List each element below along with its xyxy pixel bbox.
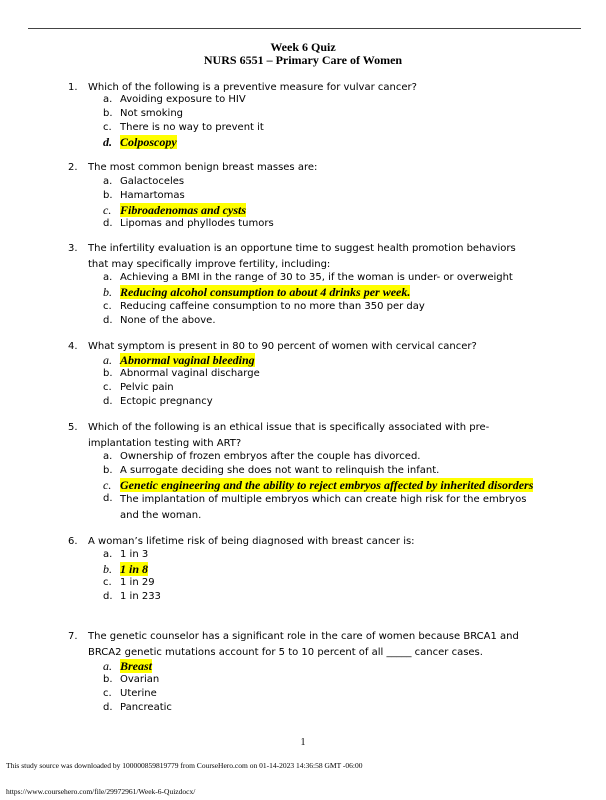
option-a bbox=[0, 548, 606, 562]
option-letter: a. bbox=[103, 272, 113, 283]
highlighted-answer: 1 in 8 bbox=[120, 562, 149, 576]
option-text: Ectopic pregnancy bbox=[120, 396, 213, 407]
option-letter: a. bbox=[103, 353, 112, 367]
option-letter: c. bbox=[103, 203, 112, 217]
option-c bbox=[0, 300, 606, 314]
option-text: Achieving a BMI in the range of 30 to 35, if the woman is under- or overweight bbox=[120, 272, 513, 283]
option-text: Galactoceles bbox=[120, 176, 185, 187]
option-letter: d. bbox=[103, 702, 113, 713]
option-text: Pancreatic bbox=[120, 702, 172, 713]
option-d-correct-answer bbox=[0, 135, 606, 149]
highlighted-answer: Colposcopy bbox=[120, 135, 177, 149]
option-d bbox=[0, 217, 606, 231]
option-a-correct-answer bbox=[0, 353, 606, 367]
option-letter: c. bbox=[103, 382, 112, 393]
option-c-correct-answer bbox=[0, 203, 606, 217]
highlighted-answer: Fibroadenomas and cysts bbox=[120, 203, 247, 217]
option-letter: d. bbox=[103, 493, 113, 504]
option-text: Uterine bbox=[120, 688, 157, 699]
option-letter: c. bbox=[103, 577, 112, 588]
option-a bbox=[0, 271, 606, 285]
option-letter: b. bbox=[103, 368, 113, 379]
option-text: Pelvic pain bbox=[120, 382, 174, 393]
option-text: A surrogate deciding she does not want to relinquish the infant. bbox=[120, 465, 440, 476]
question-text: A woman’s lifetime risk of being diagnosed with breast cancer is: bbox=[88, 536, 415, 547]
option-letter: d. bbox=[103, 315, 113, 326]
option-d bbox=[0, 314, 606, 328]
option-letter: d. bbox=[103, 591, 113, 602]
option-c bbox=[0, 576, 606, 590]
option-a bbox=[0, 93, 606, 107]
option-letter: c. bbox=[103, 301, 112, 312]
question-number: 5. bbox=[68, 422, 78, 433]
option-b bbox=[0, 367, 606, 381]
option-d bbox=[0, 395, 606, 409]
option-text: Abnormal vaginal discharge bbox=[120, 368, 260, 379]
option-b-correct-answer bbox=[0, 285, 606, 299]
option-letter: a. bbox=[103, 176, 113, 187]
option-a bbox=[0, 175, 606, 189]
question-text: The infertility evaluation is an opportune time to suggest health promotion behaviors that may specifically improve fertility, including: bbox=[88, 243, 516, 270]
option-letter: a. bbox=[103, 451, 113, 462]
option-letter: d. bbox=[103, 218, 113, 229]
option-text: Ownership of frozen embryos after the couple has divorced. bbox=[120, 451, 421, 462]
option-b bbox=[0, 107, 606, 121]
option-text: There is no way to prevent it bbox=[120, 122, 264, 133]
question-number: 1. bbox=[68, 82, 78, 93]
page-number: 1 bbox=[300, 737, 306, 748]
option-d bbox=[0, 590, 606, 604]
option-d bbox=[0, 492, 606, 521]
option-c bbox=[0, 687, 606, 701]
option-b bbox=[0, 464, 606, 478]
option-letter: b. bbox=[103, 285, 112, 299]
question-number: 4. bbox=[68, 341, 78, 352]
option-text: Reducing caffeine consumption to no more than 350 per day bbox=[120, 301, 425, 312]
highlighted-answer: Genetic engineering and the ability to reject embryos affected by inherited disorders bbox=[120, 478, 534, 492]
option-text: The implantation of multiple embryos which can create high risk for the embryos and the woman. bbox=[120, 494, 527, 521]
question-text: The genetic counselor has a significant role in the care of women because BRCA1 and BRCA2 genetic mutations account for 5 to 10 percent of all _____ cancer cases. bbox=[88, 631, 519, 658]
question-text: The most common benign breast masses are: bbox=[88, 162, 318, 173]
question-text: What symptom is present in 80 to 90 percent of women with cervical cancer? bbox=[88, 341, 477, 352]
download-note: This study source was downloaded by 100000859819779 from CourseHero.com on 01-14-2023 14:36:58 GMT -06:00 bbox=[6, 761, 363, 770]
question-number: 3. bbox=[68, 243, 78, 254]
option-letter: b. bbox=[103, 674, 113, 685]
option-b bbox=[0, 189, 606, 203]
option-text: Hamartomas bbox=[120, 190, 185, 201]
question-number: 7. bbox=[68, 631, 78, 642]
question-text: Which of the following is a preventive measure for vulvar cancer? bbox=[88, 82, 417, 93]
option-a-correct-answer bbox=[0, 659, 606, 673]
option-b-correct-answer bbox=[0, 562, 606, 576]
highlighted-answer: Abnormal vaginal bleeding bbox=[120, 353, 255, 367]
header-rule bbox=[28, 28, 581, 29]
highlighted-answer: Reducing alcohol consumption to about 4 drinks per week. bbox=[120, 285, 411, 299]
option-letter: b. bbox=[103, 465, 113, 476]
option-letter: a. bbox=[103, 94, 113, 105]
question-number: 2. bbox=[68, 162, 78, 173]
option-text: 1 in 3 bbox=[120, 549, 149, 560]
option-text: Avoiding exposure to HIV bbox=[120, 94, 246, 105]
option-text: Not smoking bbox=[120, 108, 184, 119]
option-letter: b. bbox=[103, 190, 113, 201]
option-d bbox=[0, 701, 606, 715]
option-c-correct-answer bbox=[0, 478, 606, 492]
option-text: 1 in 233 bbox=[120, 591, 161, 602]
option-c bbox=[0, 121, 606, 135]
option-letter: d. bbox=[103, 135, 112, 149]
option-b bbox=[0, 673, 606, 687]
option-letter: c. bbox=[103, 122, 112, 133]
page-subtitle: NURS 6551 – Primary Care of Women bbox=[203, 53, 403, 67]
option-letter: c. bbox=[103, 478, 112, 492]
question-number: 6. bbox=[68, 536, 78, 547]
option-text: 1 in 29 bbox=[120, 577, 155, 588]
question-text: Which of the following is an ethical issue that is specifically associated with pre-implantation testing with ART? bbox=[88, 422, 490, 449]
option-letter: a. bbox=[103, 659, 112, 673]
highlighted-answer: Breast bbox=[120, 659, 153, 673]
option-text: None of the above. bbox=[120, 315, 216, 326]
option-letter: a. bbox=[103, 549, 113, 560]
source-url: https://www.coursehero.com/file/29972961/Week-6-Quizdocx/ bbox=[6, 787, 196, 796]
option-text: Lipomas and phyllodes tumors bbox=[120, 218, 274, 229]
option-letter: c. bbox=[103, 688, 112, 699]
option-letter: b. bbox=[103, 562, 112, 576]
option-c bbox=[0, 381, 606, 395]
option-letter: d. bbox=[103, 396, 113, 407]
option-letter: b. bbox=[103, 108, 113, 119]
option-text: Ovarian bbox=[120, 674, 160, 685]
page-title: Week 6 Quiz bbox=[270, 40, 336, 54]
option-a bbox=[0, 450, 606, 464]
